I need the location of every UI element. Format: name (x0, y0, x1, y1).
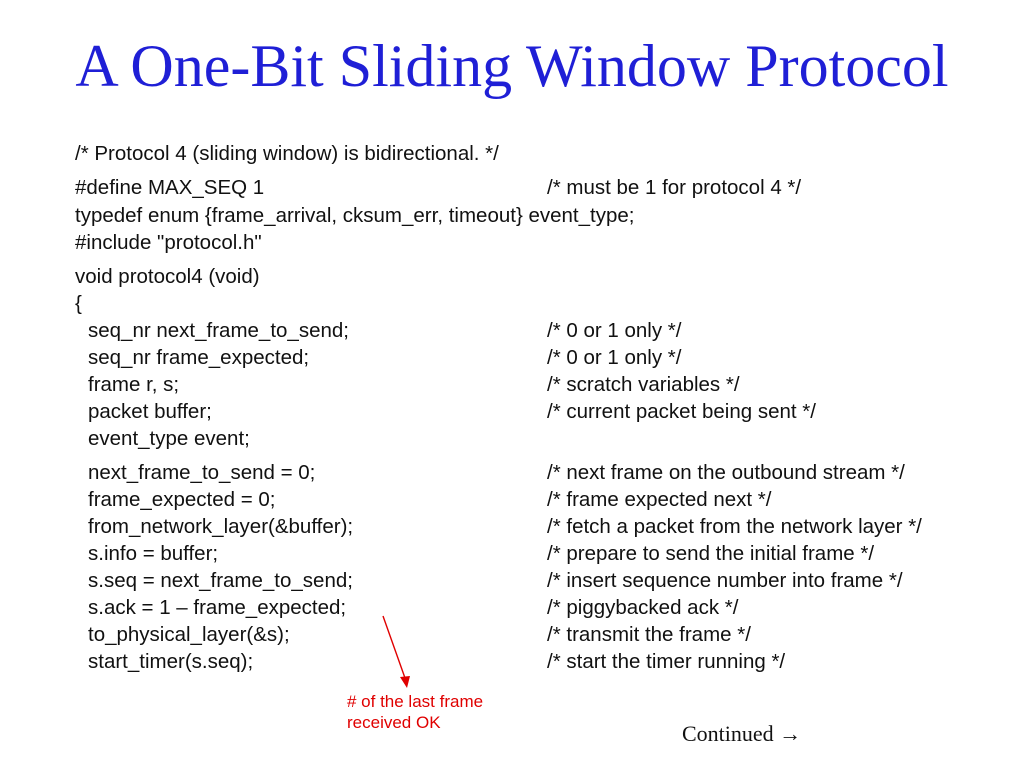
annotation-line-1: # of the last frame (347, 692, 484, 711)
statement-code: s.info = buffer; (88, 542, 219, 565)
annotation-line-2: received OK (347, 713, 441, 732)
declaration-code: packet buffer; (88, 400, 212, 423)
header-comment: /* Protocol 4 (sliding window) is bidirectional. */ (75, 142, 499, 165)
statement-code: frame_expected = 0; (88, 488, 276, 511)
declaration-comment: /* 0 or 1 only */ (547, 319, 682, 342)
statement-code: s.ack = 1 – frame_expected; (88, 596, 347, 619)
statement-code: next_frame_to_send = 0; (88, 461, 316, 484)
statement-code: s.seq = next_frame_to_send; (88, 569, 353, 592)
open-brace: { (75, 292, 82, 315)
statement-code: to_physical_layer(&s); (88, 623, 290, 646)
slide-title: A One-Bit Sliding Window Protocol (75, 33, 949, 99)
statement-comment: /* fetch a packet from the network layer */ (547, 515, 922, 538)
declaration-comment: /* current packet being sent */ (547, 400, 816, 423)
statement-comment: /* start the timer running */ (547, 650, 786, 673)
declaration-comment: /* scratch variables */ (547, 373, 740, 396)
statement-code: start_timer(s.seq); (88, 650, 254, 673)
statement-comment: /* insert sequence number into frame */ (547, 569, 903, 592)
annotation-note (347, 691, 483, 733)
define-line: #define MAX_SEQ 1 (75, 176, 265, 199)
annotation-arrow-line (383, 616, 405, 678)
statement-comment: /* transmit the frame */ (547, 623, 751, 646)
continued-label: Continued → (682, 721, 802, 746)
function-signature: void protocol4 (void) (75, 265, 260, 288)
declaration-code: seq_nr frame_expected; (88, 346, 310, 369)
statement-comment: /* prepare to send the initial frame */ (547, 542, 875, 565)
statement-comment: /* frame expected next */ (547, 488, 772, 511)
statement-comment: /* next frame on the outbound stream */ (547, 461, 905, 484)
statement-comment: /* piggybacked ack */ (547, 596, 739, 619)
define-comment: /* must be 1 for protocol 4 */ (547, 176, 802, 199)
declaration-code: frame r, s; (88, 373, 180, 396)
declaration-code: event_type event; (88, 427, 250, 450)
declaration-comment: /* 0 or 1 only */ (547, 346, 682, 369)
declaration-code: seq_nr next_frame_to_send; (88, 319, 349, 342)
statement-code: from_network_layer(&buffer); (88, 515, 354, 538)
typedef-line: typedef enum {frame_arrival, cksum_err, timeout} event_type; (75, 204, 635, 227)
annotation-arrow-head (400, 676, 410, 688)
include-line: #include "protocol.h" (75, 231, 262, 254)
